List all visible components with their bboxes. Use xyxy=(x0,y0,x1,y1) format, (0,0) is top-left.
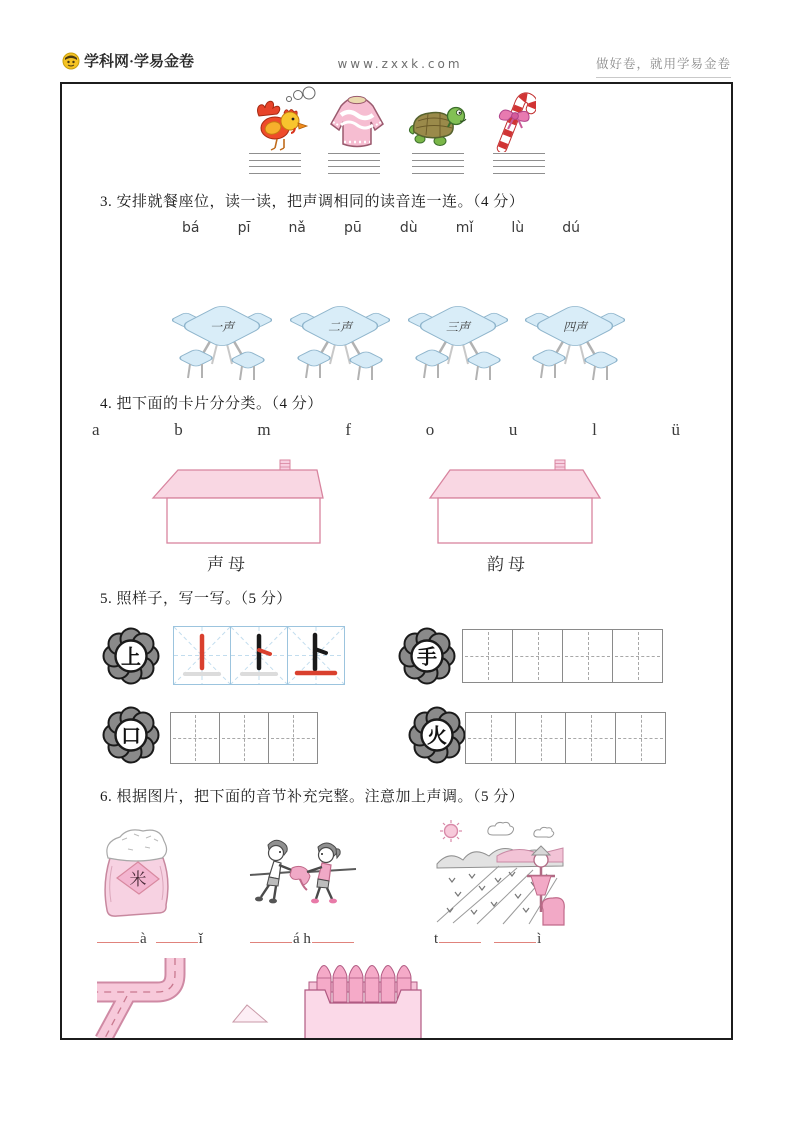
tone-letter: ì xyxy=(537,931,542,947)
syllable-card: mǐ xyxy=(455,220,474,236)
site-url: www.zxxk.com xyxy=(337,57,463,71)
answer-group-2 xyxy=(250,929,354,948)
answer-blank xyxy=(156,929,198,943)
pinyin-writing-lines xyxy=(493,153,545,174)
tone-letter: ǐ xyxy=(198,931,203,947)
practice-cell xyxy=(466,713,516,763)
svg-text:手: 手 xyxy=(417,646,437,669)
house-initials xyxy=(150,458,326,548)
logo-icon xyxy=(62,52,80,70)
crayon-box-image xyxy=(303,960,423,1040)
letter-card: f xyxy=(345,420,352,439)
flower-char-huo xyxy=(408,706,466,764)
letter-card: ü xyxy=(671,420,680,439)
house-label-finals: 韵母 xyxy=(487,555,529,574)
syllable-card: dú xyxy=(562,220,580,236)
rice-bag-image xyxy=(98,822,183,922)
stroke-example-cell xyxy=(174,627,231,684)
syllable-row xyxy=(182,220,580,236)
answer-blank xyxy=(439,929,481,943)
letter-card-row xyxy=(92,420,680,440)
site-logo xyxy=(62,50,194,71)
tone-table-third xyxy=(408,300,508,382)
practice-cell xyxy=(616,713,665,763)
logo-text: 学科网·学易金卷 xyxy=(84,54,195,70)
letter-card: l xyxy=(592,420,597,439)
field-image xyxy=(435,818,565,926)
answer-blank xyxy=(494,929,536,943)
stroke-example-cell xyxy=(231,627,288,684)
svg-text:火: 火 xyxy=(427,725,447,748)
svg-text:上: 上 xyxy=(121,646,141,669)
practice-grid xyxy=(465,712,666,764)
practice-grid xyxy=(170,712,318,764)
answer-blank xyxy=(250,929,292,943)
answer-group-3 xyxy=(433,929,542,948)
flower-char-shou xyxy=(398,627,456,685)
practice-grid xyxy=(462,629,663,683)
question-3-title: 3. 安排就餐座位，读一读，把声调相同的读音连一连。（4 分） xyxy=(100,194,525,210)
turtle-image xyxy=(406,96,468,150)
answer-blank xyxy=(312,929,354,943)
practice-cell xyxy=(171,713,220,763)
practice-cell xyxy=(269,713,317,763)
tone-table-fourth xyxy=(525,300,625,382)
practice-cell xyxy=(563,630,613,682)
practice-cell xyxy=(513,630,563,682)
syllable-card: dù xyxy=(399,220,418,236)
svg-text:二声: 二声 xyxy=(327,320,353,334)
tone-table-first xyxy=(172,300,272,382)
tug-of-war-image xyxy=(248,835,358,913)
tone-letter: à xyxy=(140,931,147,947)
svg-text:四声: 四声 xyxy=(562,320,588,334)
practice-cell xyxy=(220,713,269,763)
answer-blank xyxy=(97,929,139,943)
letter-card: u xyxy=(508,420,518,439)
stroke-example-cell xyxy=(288,627,344,684)
letter-card: m xyxy=(257,420,271,439)
tone-letter: á h xyxy=(293,931,311,947)
house-finals xyxy=(427,458,603,548)
tone-letter: t xyxy=(434,931,439,947)
question-6-title: 6. 根据图片，把下面的音节补充完整。注意加上声调。（5 分） xyxy=(100,789,525,805)
syllable-card: nǎ xyxy=(288,220,306,236)
question-4-title: 4. 把下面的卡片分分类。（4 分） xyxy=(100,396,323,412)
letter-card: b xyxy=(174,420,183,439)
pinyin-writing-lines xyxy=(412,153,464,174)
worksheet-frame xyxy=(60,82,733,1040)
practice-cell xyxy=(516,713,566,763)
letter-card: a xyxy=(92,420,100,439)
svg-text:米: 米 xyxy=(129,870,147,889)
syllable-card: lù xyxy=(511,220,525,236)
rooster-image xyxy=(251,86,317,152)
pinyin-writing-lines xyxy=(249,153,301,174)
syllable-card: pī xyxy=(237,220,251,236)
road-image xyxy=(93,958,273,1040)
question-5-title: 5. 照样子，写一写。（5 分） xyxy=(100,591,292,607)
svg-text:一声: 一声 xyxy=(209,320,235,334)
flower-char-shang xyxy=(102,627,160,685)
pinyin-writing-lines xyxy=(328,153,380,174)
practice-cell xyxy=(613,630,662,682)
candy-cane-image xyxy=(486,88,536,152)
practice-cell xyxy=(463,630,513,682)
svg-text:口: 口 xyxy=(121,725,141,748)
stroke-example-grid xyxy=(173,626,345,685)
flower-char-kou xyxy=(102,706,160,764)
letter-card: o xyxy=(425,420,435,439)
sweater-image xyxy=(324,92,390,150)
answer-group-1 xyxy=(97,929,204,948)
tone-table-second xyxy=(290,300,390,382)
practice-cell xyxy=(566,713,616,763)
syllable-card: pū xyxy=(343,220,362,236)
header-slogan: 做好卷，就用学易金卷 xyxy=(596,54,731,78)
house-label-initials: 声母 xyxy=(207,555,249,574)
svg-text:三声: 三声 xyxy=(445,320,471,334)
syllable-card: bá xyxy=(182,220,200,236)
